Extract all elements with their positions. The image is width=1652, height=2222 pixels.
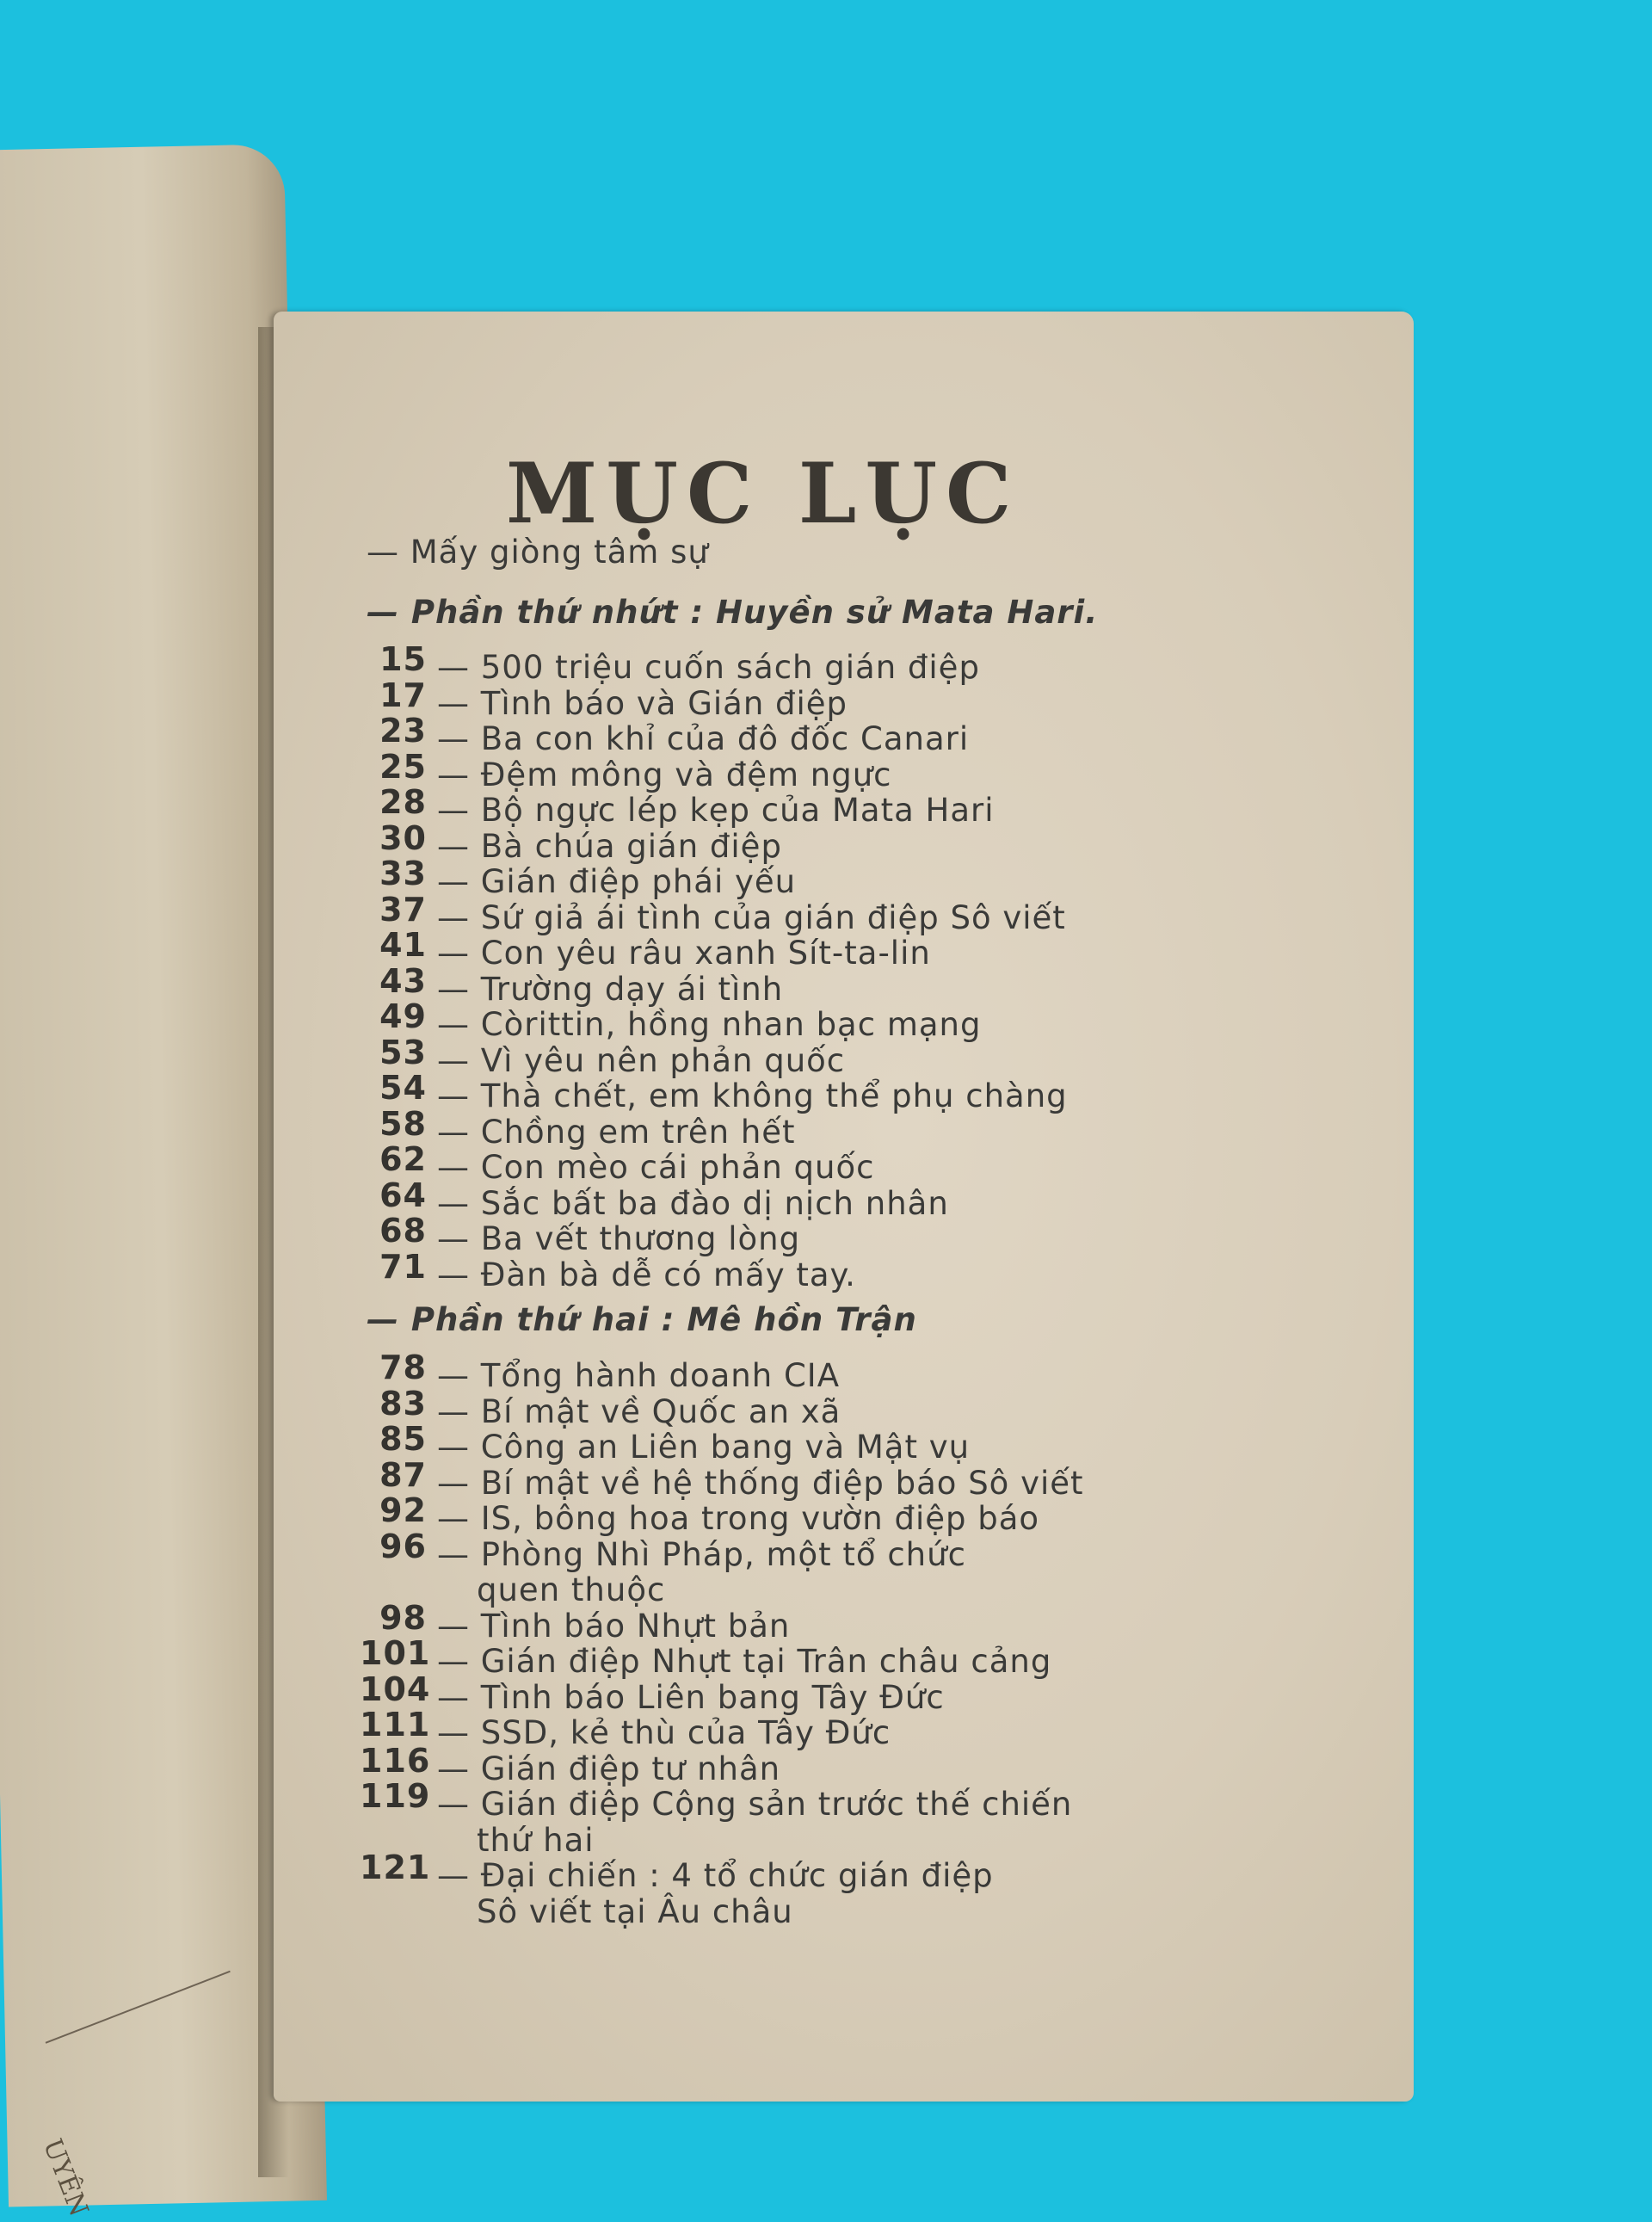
toc-page-number: 37 <box>379 890 427 929</box>
toc-page-number: 71 <box>379 1247 427 1286</box>
toc-entry-title: — Tình báo và Gián điệp <box>437 684 848 722</box>
toc-entry-title: — Phòng Nhì Pháp, một tổ chức <box>437 1535 966 1573</box>
toc-page-number: 15 <box>379 640 427 678</box>
toc-page-number: 111 <box>360 1706 431 1744</box>
toc-entry-title: — Thà chết, em không thể phụ chàng <box>437 1077 1068 1114</box>
toc-page-number: 17 <box>379 676 427 714</box>
toc-entry-title: — Vì yêu nên phản quốc <box>437 1041 846 1079</box>
toc-page-number: 41 <box>379 926 427 964</box>
toc-entry-title: — Con yêu râu xanh Sít-ta-lin <box>437 935 931 972</box>
toc-entry-title: — Sứ giả ái tình của gián điệp Sô viết <box>437 898 1066 936</box>
toc-entry-title: — Đàn bà dễ có mấy tay. <box>437 1256 856 1293</box>
toc-page-number: 53 <box>379 1033 427 1071</box>
toc-page-number: 30 <box>379 818 427 857</box>
toc-page-number: 83 <box>379 1384 427 1423</box>
toc-entry-title: — Bà chúa gián điệp <box>437 827 782 865</box>
toc-entry-title: — Gián điệp Nhựt tại Trân châu cảng <box>437 1643 1052 1680</box>
page-rule <box>46 1971 231 2044</box>
toc-page-number: 96 <box>379 1527 427 1565</box>
toc-page-number: 28 <box>379 783 427 821</box>
toc-entry-title: — Gián điệp tư nhân <box>437 1750 781 1787</box>
toc-entry-title: — Tình báo Liên bang Tây Đức <box>437 1678 945 1716</box>
toc-entry-title: — IS, bông hoa trong vườn điệp báo <box>437 1500 1040 1537</box>
page-title: MỤC LỤC <box>506 445 1020 542</box>
toc-page-number: 104 <box>360 1670 431 1708</box>
toc-entry-title: — Tổng hành doanh CIA <box>437 1357 840 1394</box>
toc-entry-title: — Ba vết thương lòng <box>437 1220 801 1257</box>
toc-page-number: 116 <box>360 1741 431 1780</box>
toc-entry-continuation: Sô viết tại Âu châu <box>477 1892 793 1930</box>
toc-page-number: 54 <box>379 1069 427 1107</box>
corner-text: UYÊN <box>36 2134 95 2221</box>
toc-page-number: 78 <box>379 1349 427 1386</box>
toc-entry-title: — Công an Liên bang và Mật vụ <box>437 1429 971 1466</box>
toc-entry-continuation: thứ hai <box>477 1821 595 1859</box>
toc-page-number: 85 <box>379 1420 427 1458</box>
toc-entry-title: — Chồng em trên hết <box>437 1113 796 1151</box>
toc-entry-title: — Gián điệp Cộng sản trước thế chiến <box>437 1786 1073 1823</box>
toc-page-number: 62 <box>379 1140 427 1178</box>
toc-entry-title: — Bí mật về hệ thống điệp báo Sô viết <box>437 1464 1084 1502</box>
toc-entry-title: — Sắc bất ba đào dị nịch nhân <box>437 1184 949 1222</box>
toc-page-number: 64 <box>379 1176 427 1214</box>
toc-entry-title: — Đại chiến : 4 tổ chức gián điệp <box>437 1857 994 1894</box>
toc-page-number: 68 <box>379 1212 427 1250</box>
toc-page-number: 58 <box>379 1104 427 1143</box>
toc-entry-title: — Gián điệp phái yếu <box>437 863 797 900</box>
toc-entry-continuation: quen thuộc <box>477 1571 666 1608</box>
toc-page-number: 25 <box>379 747 427 786</box>
toc-entry-title: — 500 triệu cuốn sách gián điệp <box>437 649 980 686</box>
toc-entry-title: — Trường dạy ái tình <box>437 970 784 1008</box>
part1-heading: — Phần thứ nhứt : Huyền sử Mata Hari. <box>367 594 1099 631</box>
part2-heading: — Phần thứ hai : Mê hồn Trận <box>367 1301 917 1338</box>
toc-page-number: 101 <box>360 1634 431 1672</box>
toc-page-number: 49 <box>379 997 427 1035</box>
toc-page-number: 98 <box>379 1598 427 1637</box>
toc-page-number: 33 <box>379 855 427 892</box>
toc-page-number: 23 <box>379 712 427 750</box>
toc-entry-title: — Còrittin, hồng nhan bạc mạng <box>437 1006 982 1043</box>
toc-page-number: 119 <box>360 1777 431 1815</box>
toc-page-number: 43 <box>379 961 427 1000</box>
toc-entry-title: — SSD, kẻ thù của Tây Đức <box>437 1714 891 1751</box>
toc-entry-title: — Tình báo Nhựt bản <box>437 1607 791 1645</box>
preface-entry: — Mấy giòng tâm sự <box>367 534 709 571</box>
toc-page-number: 121 <box>360 1849 431 1886</box>
toc-entry-title: — Bộ ngực lép kẹp của Mata Hari <box>437 792 995 829</box>
toc-entry-title: — Đệm mông và đệm ngực <box>437 756 892 793</box>
toc-entry-title: — Con mèo cái phản quốc <box>437 1149 875 1186</box>
contents-page <box>274 312 1414 2102</box>
toc-page-number: 92 <box>379 1491 427 1529</box>
toc-entry-title: — Ba con khỉ của đô đốc Canari <box>437 720 970 757</box>
toc-page-number: 87 <box>379 1455 427 1494</box>
toc-entry-title: — Bí mật về Quốc an xã <box>437 1392 841 1430</box>
